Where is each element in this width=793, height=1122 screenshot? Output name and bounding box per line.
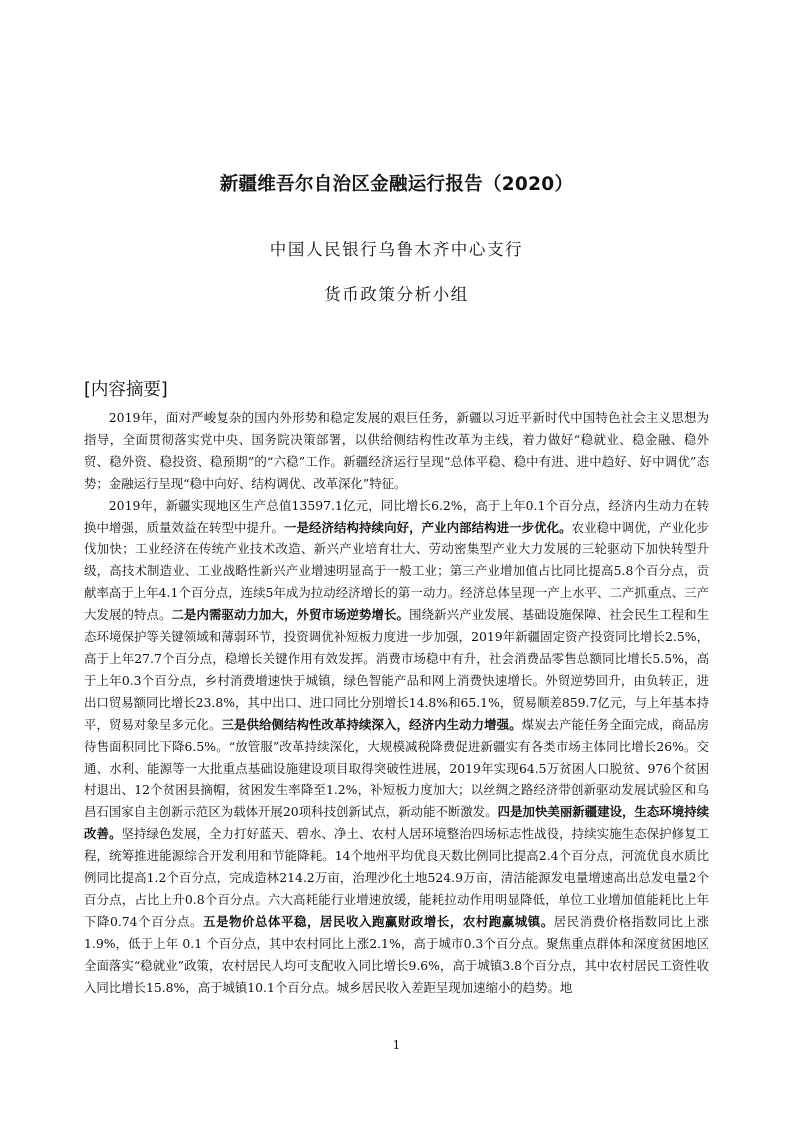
p2-bold-3: 三是供给侧结构性改革持续深入，经济内生动力增强。 [221, 716, 522, 732]
paragraph-2 [84, 495, 709, 999]
p2-text-2: 农业稳中调优，产业化步伐加快；工业经济在传统产业技术改造、新兴产业培育壮大、劳动密集型产业大力发展的三轮驱动下加快转型升级，高技术制造业、工业战略性新兴产业增速明显高于一般工业；第三产业增加值占比同比提高5.8个百分点，贡献率高于上年4.1个百分点，连续5年成为拉动经济增长的第一动力。经济总体呈现一产上水平、二产抓重点、三产大发展的特点。 [84, 519, 710, 623]
p2-text-3: 围绕新兴产业发展、基础设施保障、社会民生工程和生态环境保护等关键领域和薄弱环节，投资调优补短板力度进一步加强，2019年新疆固定资产投资同比增长2.5%，高于上年27.7个百分点，稳增长关键作用有效发挥。消费市场稳中有升，社会消费品零售总额同比增长5.5%，高于上年0.3个百分点，乡村消费增速快于城镇，绿色智能产品和网上消费快速增长。外贸逆势回升，由负转正，进出口贸易额同比增长23.8%，其中出口、进口同比分别增长14.8%和65.1%，贸易顺差859.7亿元，与上年基本持平，贸易对象呈多元化。 [84, 607, 710, 732]
p2-bold-4: 四是加快美丽新疆建设，生态环境持续改善。 [84, 804, 709, 842]
p2-text-1: 2019年，新疆实现地区生产总值13597.1亿元，同比增长6.2%，高于上年0.1个百分点，经济内生动力在转换中增强，质量效益在转型中提升。 [84, 497, 709, 535]
section-heading: [内容摘要] [84, 380, 168, 400]
p2-bold-2: 二是内需驱动力加大，外贸市场逆势增长。 [171, 607, 410, 623]
author-organization: 中国人民银行乌鲁木齐中心支行 [269, 240, 524, 259]
page-number: 1 [392, 1038, 401, 1052]
paragraph-1: 2019年，面对严峻复杂的国内外形势和稳定发展的艰巨任务，新疆以习近平新时代中国特色社会主义思想为指导，全面贯彻落实党中央、国务院决策部署，以供给侧结构性改革为主线，着力做好“稳就业、稳金融、稳外贸、稳外资、稳投资、稳预期”的“六稳”工作。新疆经济运行呈现“总体平稳、稳中有进、进中趋好、好中调优”态势；金融运行呈现“稳中向好、结构调优、改革深化”特征。 [84, 410, 709, 491]
abstract-body [84, 407, 709, 998]
p2-text-4: 煤炭去产能任务全面完成，商品房待售面积同比下降6.5%。“放管服”改革持续深化，大规模减税降费促进新疆实有各类市场主体同比增长26%。交通、水利、能源等一大批重点基础设施建设项目取得突破性进展，2019年实现64.5万贫困人口脱贫、976个贫困村退出、12个贫困县摘帽，贫困发生率降至1.2%，补短板力度加大；以丝绸之路经济带创新驱动发展试验区和乌昌石国家自主创新示范区为载体开展20项科技创新试点，新动能不断激发。 [84, 716, 710, 820]
p2-bold-1: 一是经济结构持续向好，产业内部结构进一步优化。 [284, 519, 572, 535]
p2-text-6: 居民消费价格指数同比上涨1.9%，低于上年 0.1 个百分点，其中农村同比上涨2.1%，高于城市0.3个百分点。聚焦重点群体和深度贫困地区全面落实“稳就业”政策，农村居民人均可支配收入同比增长9.6%，高于城镇3.8个百分点，其中农村居民工资性收入同比增长15.8%，高于城镇10.1个百分点。城乡居民收入差距呈现加速缩小的趋势。地 [84, 913, 710, 995]
report-title: 新疆维吾尔自治区金融运行报告（2020） [219, 174, 574, 195]
p2-text-5: 坚持绿色发展，全力打好蓝天、碧水、净土、农村人居环境整治四场标志性战役，持续实施生态保护修复工程，统筹推进能源综合开发利用和节能降耗。14个地州平均优良天数比例同比提高2.4个百分点，河流优良水质比例同比提高1.2个百分点，完成造林214.2万亩，治理沙化土地524.9万亩，清洁能源发电量增速高出总发电量2个百分点，占比上升0.8个百分点。六大高耗能行业增速放缓，能耗拉动作用明显降低，单位工业增加值能耗比上年下降0.74个百分点。 [84, 826, 710, 929]
p2-bold-5: 五是物价总体平稳，居民收入跑赢财政增长，农村跑赢城镇。 [203, 913, 554, 929]
author-group: 货币政策分析小组 [324, 285, 469, 304]
